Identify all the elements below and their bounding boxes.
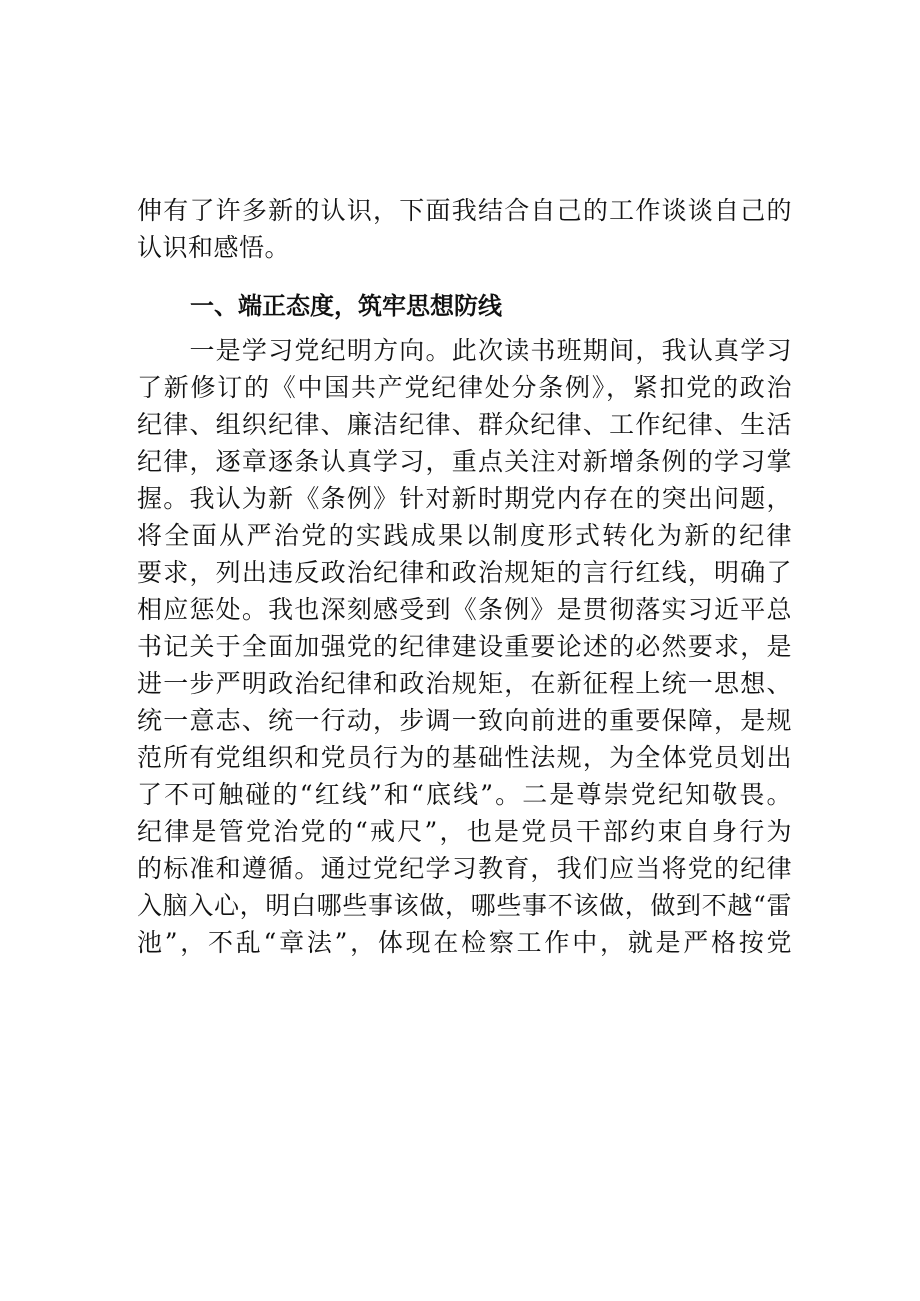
body-line-7: 要求，列出违反政治纪律和政治规矩的言行红线，明确了 <box>137 558 792 587</box>
body-line-17: 池”，不乱“章法”，体现在检察工作中，就是严格按党 <box>137 928 792 957</box>
body-line-4: 纪律，逐章逐条认真学习，重点关注对新增条例的学习掌 <box>137 447 792 476</box>
body-line-14: 纪律是管党治党的“戒尺”，也是党员干部约束自身行为 <box>137 817 792 846</box>
body-line-16: 入脑入心，明白哪些事该做，哪些事不该做，做到不越“雷 <box>137 891 792 920</box>
body-line-2: 了新修订的《中国共产党纪律处分条例》，紧扣党的政治 <box>137 373 792 402</box>
body-line-9: 书记关于全面加强党的纪律建设重要论述的必然要求，是 <box>137 632 792 661</box>
body-line-11: 统一意志、统一行动，步调一致向前进的重要保障，是规 <box>137 706 792 735</box>
body-line-5: 握。我认为新《条例》针对新时期党内存在的突出问题， <box>137 484 792 513</box>
body-line-12: 范所有党组织和党员行为的基础性法规，为全体党员划出 <box>137 743 792 772</box>
intro-line-1: 伸有了许多新的认识，下面我结合自己的工作谈谈自己的 <box>137 196 792 225</box>
intro-paragraph <box>137 192 792 266</box>
body-line-6: 将全面从严治党的实践成果以制度形式转化为新的纪律 <box>137 521 792 550</box>
body-line-1: 一是学习党纪明方向。此次读书班期间，我认真学习 <box>137 336 792 365</box>
body-line-10: 进一步严明政治纪律和政治规矩，在新征程上统一思想、 <box>137 669 792 698</box>
intro-line-2: 认识和感悟。 <box>137 233 291 262</box>
body-paragraph <box>137 332 792 961</box>
body-line-3: 纪律、组织纪律、廉洁纪律、群众纪律、工作纪律、生活 <box>137 410 792 439</box>
body-line-15: 的标准和遵循。通过党纪学习教育，我们应当将党的纪律 <box>137 854 792 883</box>
body-line-8: 相应惩处。我也深刻感受到《条例》是贯彻落实习近平总 <box>137 595 792 624</box>
body-line-13: 了不可触碰的“红线”和“底线”。二是尊崇党纪知敬畏。 <box>137 780 792 809</box>
section-heading: 一、端正态度，筑牢思想防线 <box>190 292 502 320</box>
